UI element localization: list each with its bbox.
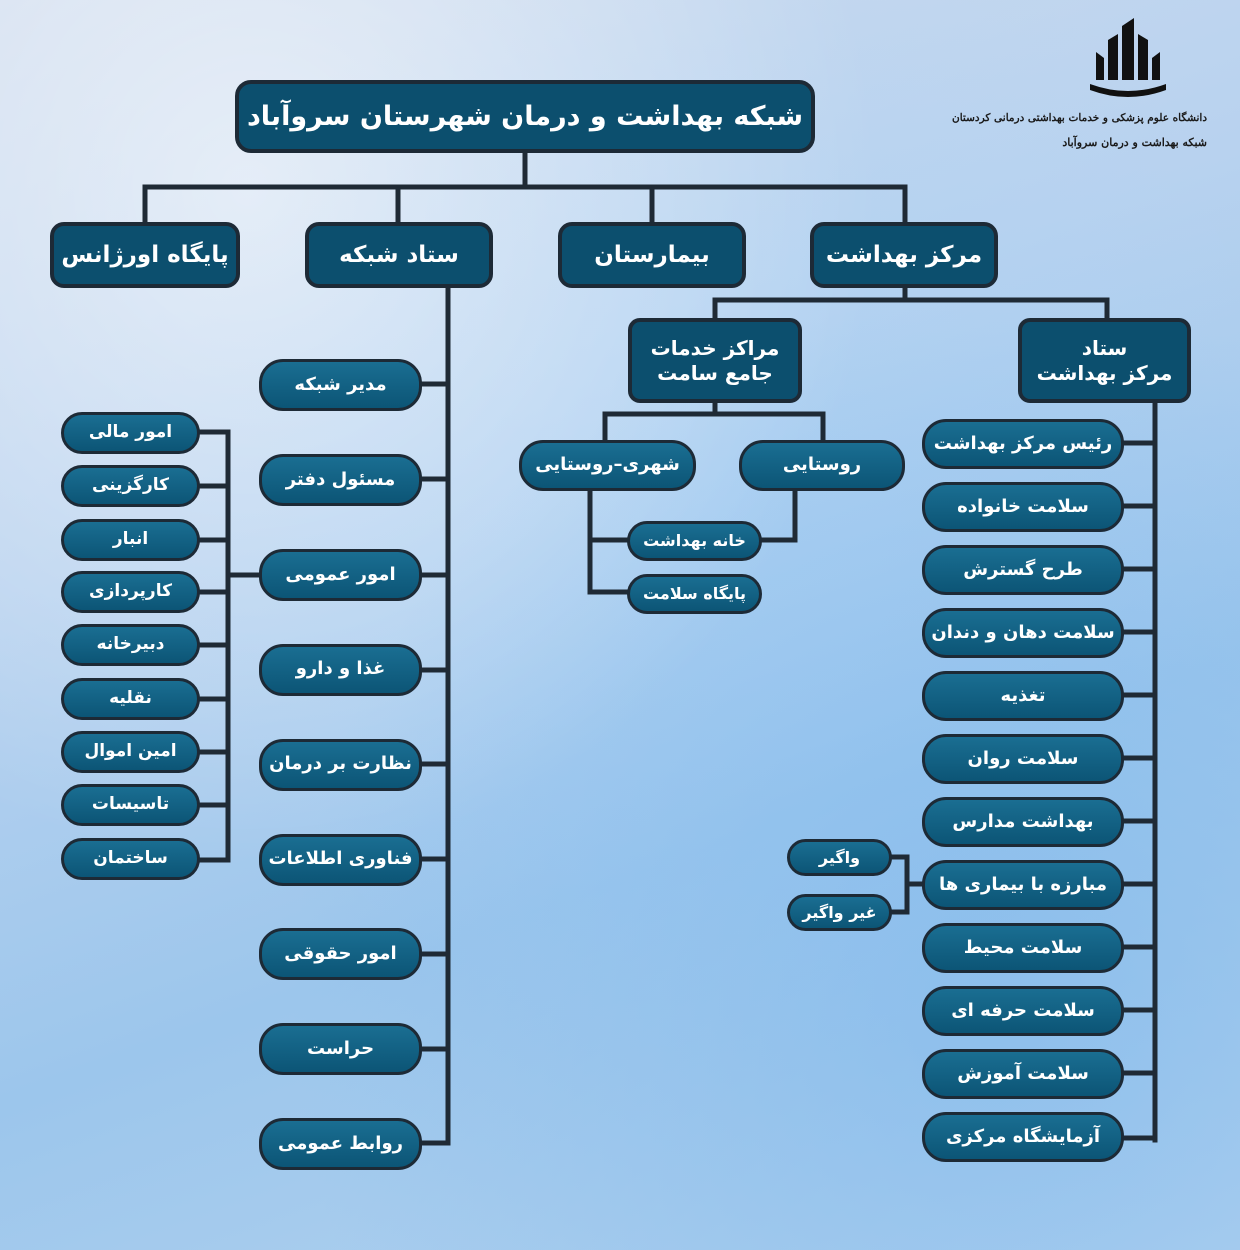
network-unit-7: امور حقوقی [259, 928, 422, 980]
hq-unit-1: رئیس مرکز بهداشت [922, 419, 1124, 469]
general-affairs-unit-2: کارگزینی [61, 465, 200, 507]
hq-unit-9: سلامت محیط [922, 923, 1124, 973]
university-emblem-icon [1040, 18, 1225, 108]
hq-unit-6: سلامت روان [922, 734, 1124, 784]
connector-health-house [760, 488, 795, 540]
network-unit-5: نظارت بر درمان [259, 739, 422, 791]
connector-comprehensive [605, 400, 823, 440]
hq-unit-4: سلامت دهان و دندان [922, 608, 1124, 658]
hq-unit-2: سلامت خانواده [922, 482, 1124, 532]
disease-sub-unit-2: غیر واگیر [787, 894, 892, 931]
general-affairs-unit-8: تاسیسات [61, 784, 200, 826]
comprehensive-centers-line1: مراکز خدمات [650, 335, 780, 360]
network-unit-4: غذا و دارو [259, 644, 422, 696]
network-unit-9: روابط عمومی [259, 1118, 422, 1170]
university-logo [952, 18, 1225, 168]
health-house-box: خانه بهداشت [627, 521, 762, 561]
general-affairs-unit-4: کارپردازی [61, 571, 200, 613]
network-unit-1: مدیر شبکه [259, 359, 422, 411]
hq-unit-12: آزمایشگاه مرکزی [922, 1112, 1124, 1162]
general-affairs-unit-3: انبار [61, 519, 200, 561]
hq-unit-8: مبارزه با بیماری ها [922, 860, 1124, 910]
hq-unit-3: طرح گسترش [922, 545, 1124, 595]
network-hq-box: ستاد شبکه [305, 222, 493, 288]
network-unit-2: مسئول دفتر [259, 454, 422, 506]
urban-rural-box: شهری–روستایی [519, 440, 696, 491]
connector-urban-rural [590, 488, 630, 592]
connector-hq-branches [1122, 443, 1155, 1138]
comprehensive-centers-box [628, 318, 802, 403]
general-affairs-unit-1: امور مالی [61, 412, 200, 454]
hq-unit-5: تغذیه [922, 671, 1124, 721]
hq-unit-7: بهداشت مدارس [922, 797, 1124, 847]
rural-box: روستایی [739, 440, 905, 491]
hospital-box: بیمارستان [558, 222, 746, 288]
network-unit-3: امور عمومی [259, 549, 422, 601]
health-center-hq-line1: ستاد [1081, 335, 1128, 360]
network-unit-6: فناوری اطلاعات [259, 834, 422, 886]
hq-unit-10: سلامت حرفه ای [922, 986, 1124, 1036]
general-affairs-unit-9: ساختمان [61, 838, 200, 880]
hq-unit-11: سلامت آموزش [922, 1049, 1124, 1099]
main-title: شبکه بهداشت و درمان شهرستان سروآباد [235, 80, 815, 153]
network-unit-8: حراست [259, 1023, 422, 1075]
emergency-base-box: پایگاه اورژانس [50, 222, 240, 288]
connector-network-branches [420, 384, 448, 1143]
health-center-box: مرکز بهداشت [810, 222, 998, 288]
connector-title [145, 150, 905, 227]
health-center-hq-line2: مرکز بهداشت [1036, 360, 1173, 385]
logo-university-name: دانشگاه علوم پزشکی و خدمات بهداشتی درمانی کردستان [952, 112, 1207, 124]
general-affairs-unit-7: امین اموال [61, 731, 200, 773]
general-affairs-unit-6: نقلیه [61, 678, 200, 720]
connector-disease [890, 857, 925, 912]
connector-health-center [715, 287, 1107, 322]
health-post-box: پایگاه سلامت [627, 574, 762, 614]
logo-network-name: شبکه بهداشت و درمان سروآباد [1062, 136, 1207, 149]
disease-sub-unit-1: واگیر [787, 839, 892, 876]
general-affairs-unit-5: دبیرخانه [61, 624, 200, 666]
connector-general-affairs [198, 432, 262, 860]
comprehensive-centers-line2: جامع سامت [657, 360, 773, 385]
health-center-hq-box [1018, 318, 1191, 403]
